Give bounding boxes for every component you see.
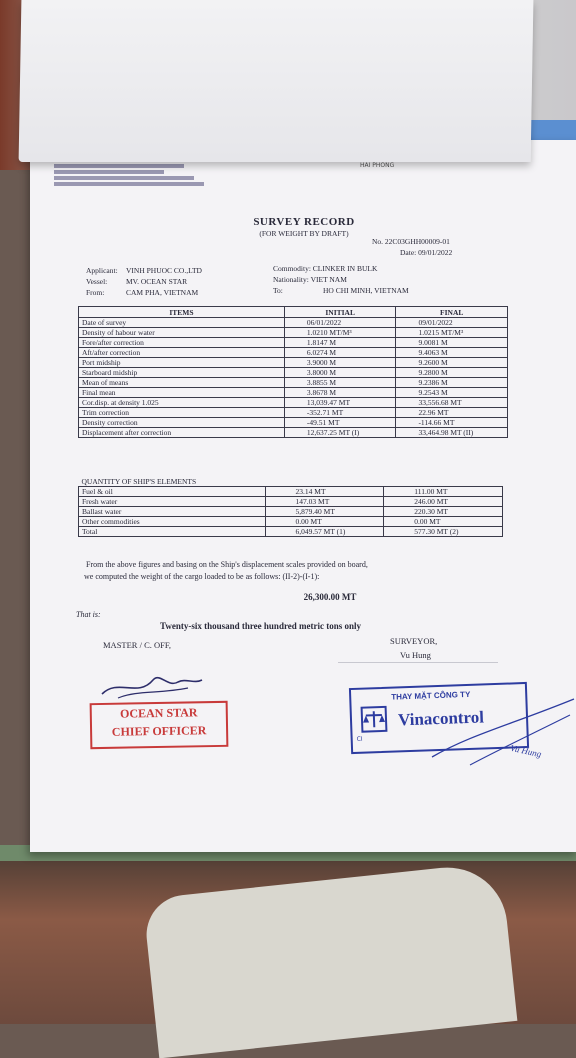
laptop-screen xyxy=(527,120,576,142)
cell-item: Trim correction xyxy=(79,408,285,418)
surveyor-label: SURVEYOR, xyxy=(390,636,438,646)
cell-initial: 12,637.25 MT (I) xyxy=(284,428,396,438)
cell-initial: -49.51 MT xyxy=(284,418,396,428)
cell-item: Density correction xyxy=(79,418,285,428)
conclusion-line-1: From the above figures and basing on the Ship's displacement scales provided on board, xyxy=(86,560,368,569)
table-row xyxy=(79,388,508,398)
commodity-line: Commodity: CLINKER IN BULK xyxy=(273,264,378,273)
surveyor-name: Vu Hung xyxy=(400,650,431,660)
cell-final: 577.30 MT (2) xyxy=(384,527,503,537)
cell-final: 111.00 MT xyxy=(384,487,503,497)
table-row xyxy=(79,348,508,358)
signature-line xyxy=(338,662,498,663)
cell-initial: 147.03 MT xyxy=(265,497,384,507)
cell-item: Density of habour water xyxy=(79,328,285,338)
cell-final: 9.4063 M xyxy=(396,348,508,358)
cell-initial: 23.14 MT xyxy=(265,487,384,497)
cell-final: 33,464.98 MT (II) xyxy=(396,428,508,438)
cell-initial: 1.0210 MT/M³ xyxy=(284,328,396,338)
cell-item: Starboard midship xyxy=(79,368,285,378)
column-header-final: FINAL xyxy=(396,307,508,318)
cell-final: 1.0215 MT/M³ xyxy=(396,328,508,338)
cell-item: Ballast water xyxy=(79,507,266,517)
cell-item: Date of survey xyxy=(79,318,285,328)
table-row xyxy=(79,487,503,497)
table-row xyxy=(79,418,508,428)
table-row xyxy=(79,338,508,348)
applicant-line: Applicant: VINH PHUOC CO.,LTD xyxy=(86,266,202,275)
table-row xyxy=(79,368,508,378)
vessel-line: Vessel: MV. OCEAN STAR xyxy=(86,277,188,286)
table-row xyxy=(79,398,508,408)
vinacontrol-stamp: THAY MẶT CÔNG TY Vinacontrol CI xyxy=(349,682,529,754)
cell-item: Mean of means xyxy=(79,378,285,388)
elements-table-title: QUANTITY OF SHIP'S ELEMENTS xyxy=(79,477,503,487)
cell-initial: 13,039.47 MT xyxy=(284,398,396,408)
logo-subtitle: HAI PHONG xyxy=(360,162,395,169)
table-row xyxy=(79,517,503,527)
cell-initial: 6.0274 M xyxy=(284,348,396,358)
table-row xyxy=(79,328,508,338)
cell-final: 9.2386 M xyxy=(396,378,508,388)
document-date: Date: 09/01/2022 xyxy=(400,248,453,257)
ocean-star-stamp: OCEAN STAR CHIEF OFFICER xyxy=(90,701,229,749)
cell-initial: 0.00 MT xyxy=(265,517,384,527)
cell-final: -114.66 MT xyxy=(396,418,508,428)
cell-final: 9.0081 M xyxy=(396,338,508,348)
cell-final: 09/01/2022 xyxy=(396,318,508,328)
table-row xyxy=(79,507,503,517)
cargo-weight-result: 26,300.00 MT xyxy=(303,592,357,602)
master-signature-label: MASTER / C. OFF, xyxy=(103,640,172,650)
cell-item: Final mean xyxy=(79,388,285,398)
table-row xyxy=(79,358,508,368)
cell-final: 9.2800 M xyxy=(396,368,508,378)
cell-initial: 3.8678 M xyxy=(284,388,396,398)
nationality-line: Nationality: VIET NAM xyxy=(273,275,347,284)
cell-final: 9.2543 M xyxy=(396,388,508,398)
table-row xyxy=(79,428,508,438)
cell-initial: 5,879.40 MT xyxy=(265,507,384,517)
cell-initial: -352.71 MT xyxy=(284,408,396,418)
scales-emblem-icon xyxy=(360,705,389,734)
cell-final: 246.00 MT xyxy=(384,497,503,507)
table-row xyxy=(79,318,508,328)
table-row xyxy=(79,527,503,537)
draft-survey-table xyxy=(78,306,508,438)
cell-item: Total xyxy=(79,527,266,537)
cell-item: Fuel & oil xyxy=(79,487,266,497)
cell-final: 33,556.68 MT xyxy=(396,398,508,408)
cell-final: 220.30 MT xyxy=(384,507,503,517)
elements-header-row xyxy=(79,477,503,487)
cell-item: Other commodities xyxy=(79,517,266,527)
to-line: To: HO CHI MINH, VIETNAM xyxy=(273,286,409,295)
that-is-label: That is: xyxy=(76,610,101,619)
cell-item: Cor.disp. at density 1.025 xyxy=(79,398,285,408)
cell-item: Fore/after correction xyxy=(79,338,285,348)
ships-elements-table xyxy=(78,477,503,537)
document-number: No. 22C03GHH00009-01 xyxy=(372,237,450,246)
document-subtitle: (FOR WEIGHT BY DRAFT) xyxy=(259,229,349,238)
weight-in-words: Twenty-six thousand three hundred metric tons only xyxy=(160,621,362,631)
cell-item: Aft/after correction xyxy=(79,348,285,358)
conclusion-line-2: we computed the weight of the cargo loaded to be as follows: (II-2)-(I-1): xyxy=(84,572,320,581)
cell-initial: 3.9000 M xyxy=(284,358,396,368)
survey-record-page xyxy=(30,140,576,852)
cell-final: 0.00 MT xyxy=(384,517,503,527)
surveyor-signature-scribble xyxy=(430,695,576,775)
cell-final: 9.2600 M xyxy=(396,358,508,368)
cell-item: Fresh water xyxy=(79,497,266,507)
from-line: From: CAM PHA, VIETNAM xyxy=(86,288,199,297)
handwritten-name: Vu Hung xyxy=(509,742,543,760)
table-row xyxy=(79,408,508,418)
cell-final: 22.96 MT xyxy=(396,408,508,418)
folded-cover-sheet xyxy=(19,0,534,162)
column-header-initial: INITIAL xyxy=(284,307,396,318)
table-row xyxy=(79,378,508,388)
cell-initial: 6,049.57 MT (1) xyxy=(265,527,384,537)
column-header-items: ITEMS xyxy=(79,307,285,318)
table-row xyxy=(79,497,503,507)
document-title: SURVEY RECORD xyxy=(253,216,355,228)
cell-initial: 3.8000 M xyxy=(284,368,396,378)
cell-initial: 06/01/2022 xyxy=(284,318,396,328)
cell-item: Port midship xyxy=(79,358,285,368)
cell-initial: 3.8855 M xyxy=(284,378,396,388)
cell-initial: 1.8147 M xyxy=(284,338,396,348)
table-header-row xyxy=(79,307,508,318)
cell-item: Displacement after correction xyxy=(79,428,285,438)
